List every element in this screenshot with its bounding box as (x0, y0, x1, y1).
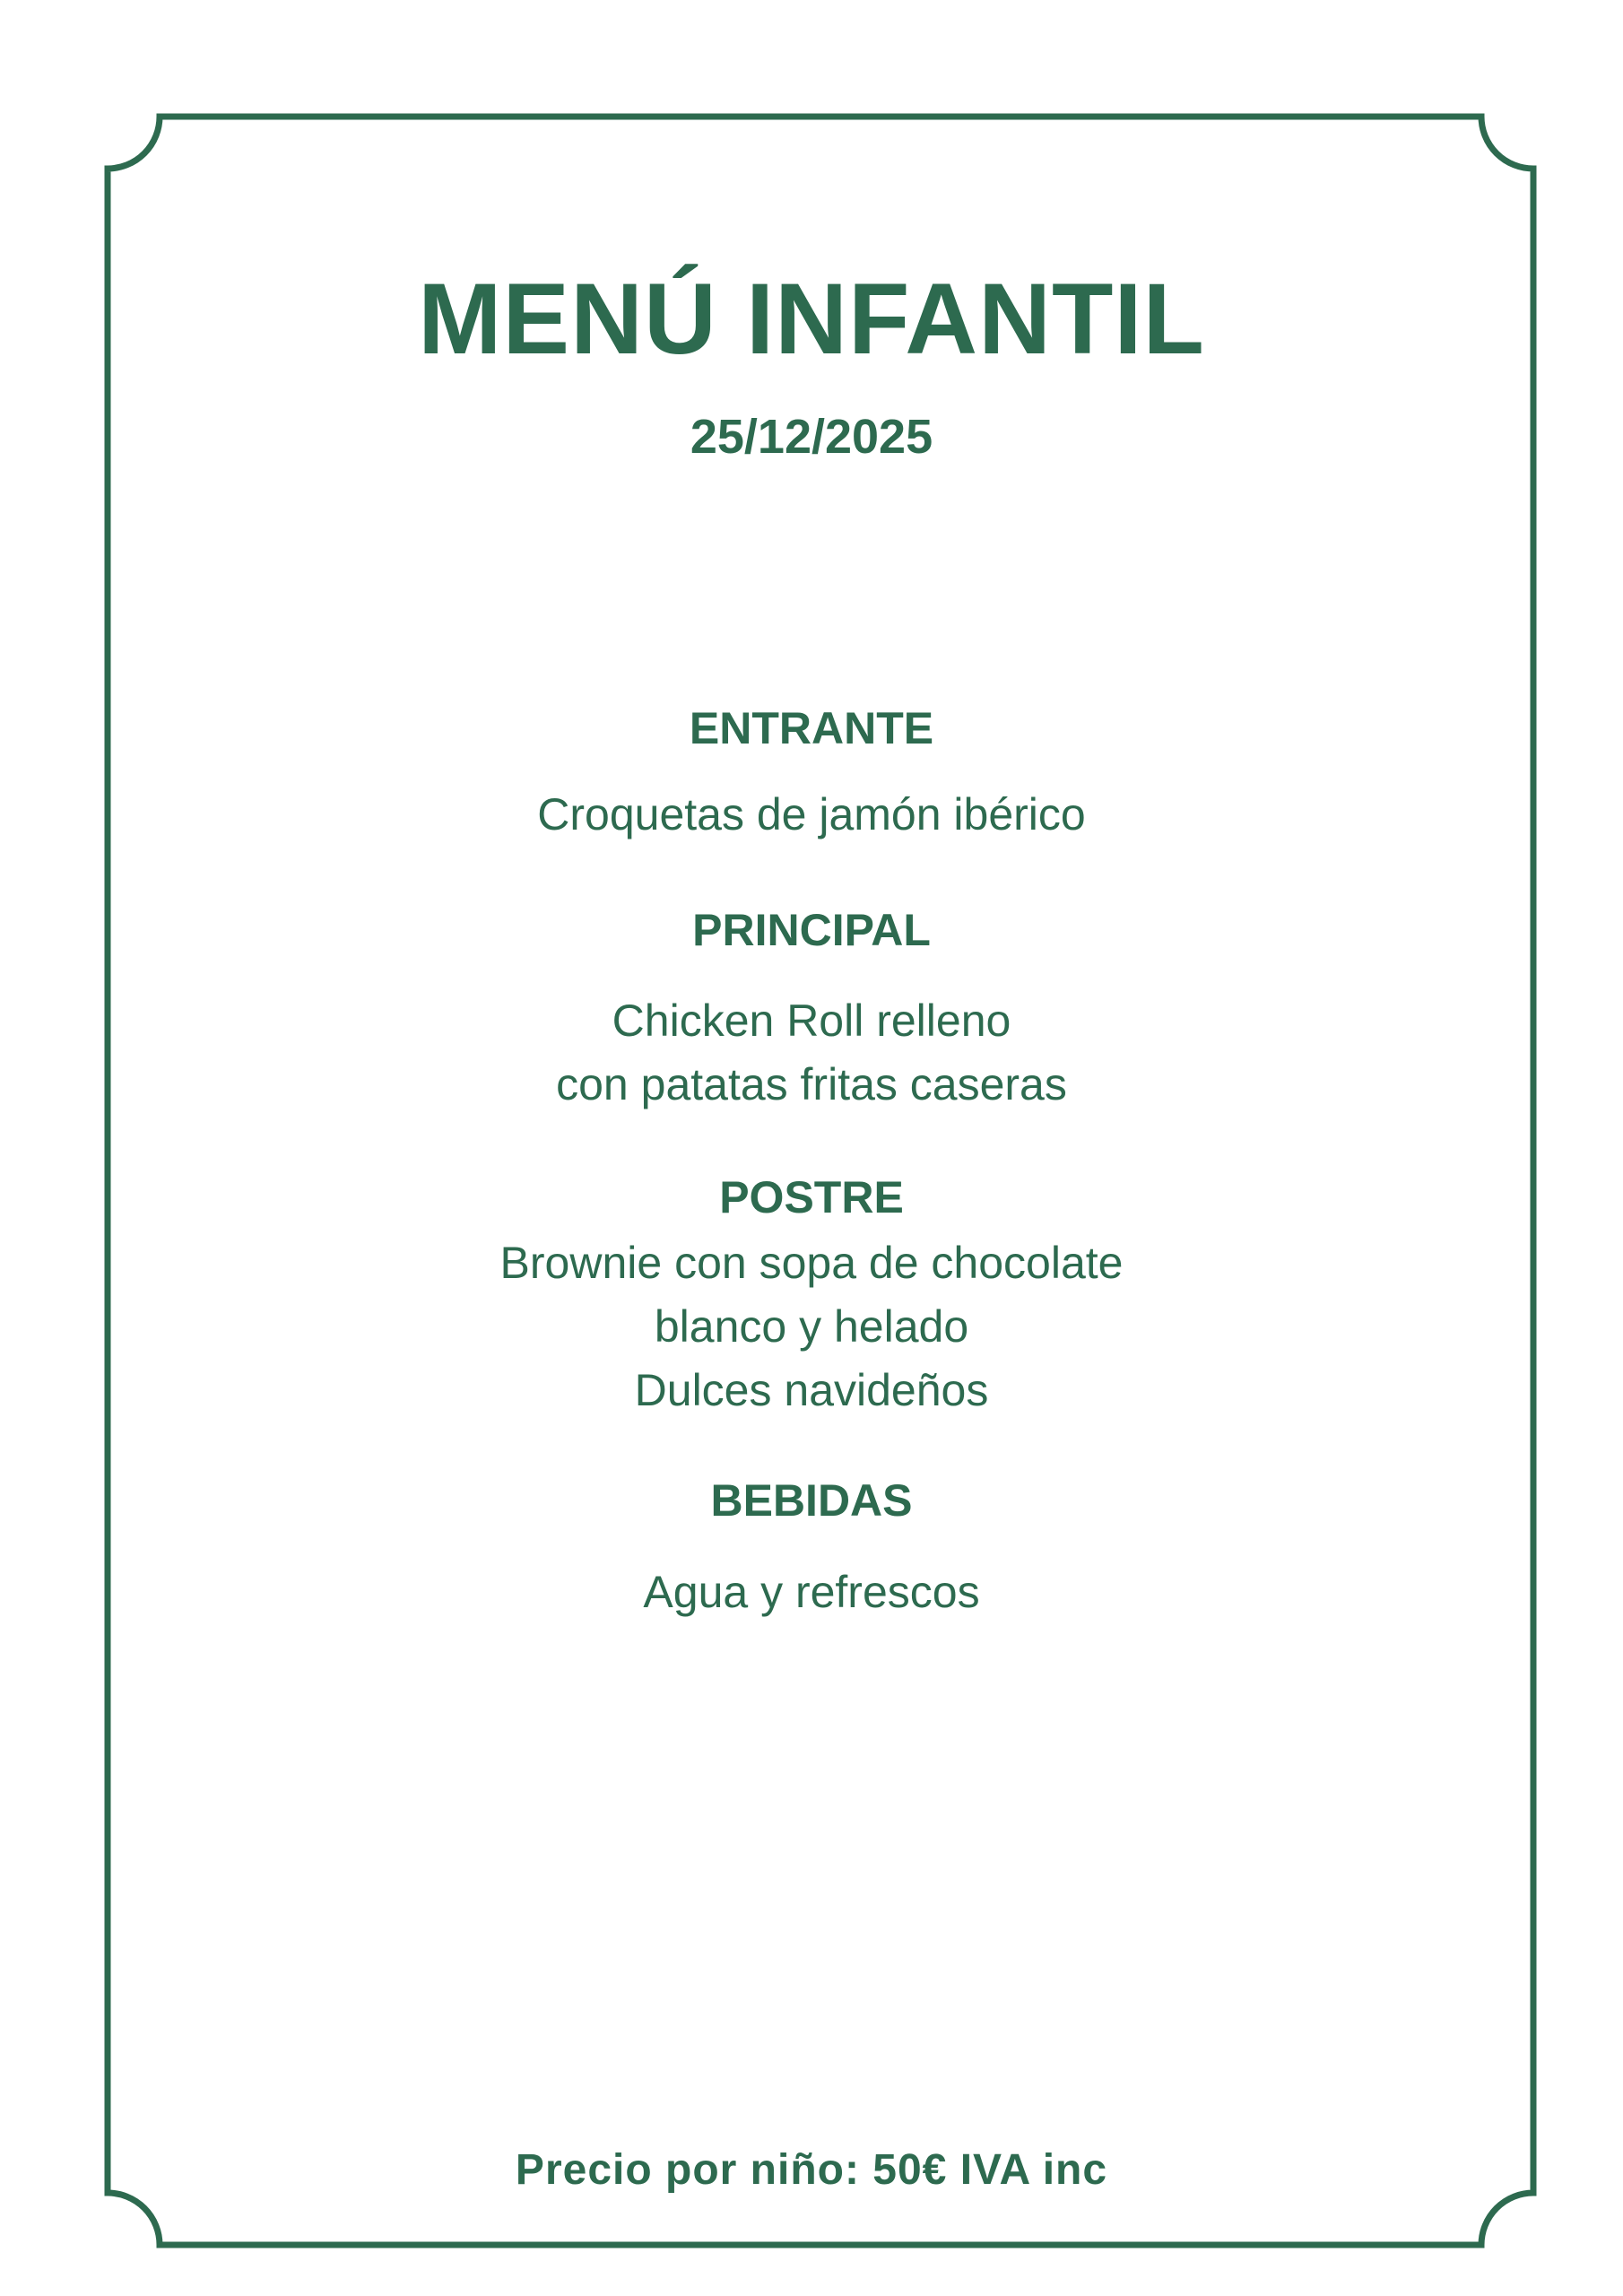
section-heading-principal: PRINCIPAL (692, 905, 931, 955)
menu-item: Dulces navideños (634, 1365, 989, 1415)
menu-item: blanco y helado (654, 1301, 969, 1352)
price-footer: Precio por niño: 50€ IVA inc (515, 2146, 1108, 2194)
section-heading-bebidas: BEBIDAS (710, 1475, 913, 1526)
menu-date: 25/12/2025 (690, 410, 933, 464)
menu-item: Brownie con sopa de chocolate (499, 1238, 1124, 1288)
section-heading-entrante: ENTRANTE (689, 703, 934, 753)
section-heading-postre: POSTRE (719, 1172, 904, 1222)
menu-item: Croquetas de jamón ibérico (537, 789, 1086, 839)
menu-title: MENÚ INFANTIL (418, 263, 1205, 375)
menu-item: con patatas fritas caseras (556, 1059, 1067, 1109)
menu-item: Agua y refrescos (643, 1567, 980, 1617)
menu-item: Chicken Roll relleno (612, 996, 1011, 1046)
